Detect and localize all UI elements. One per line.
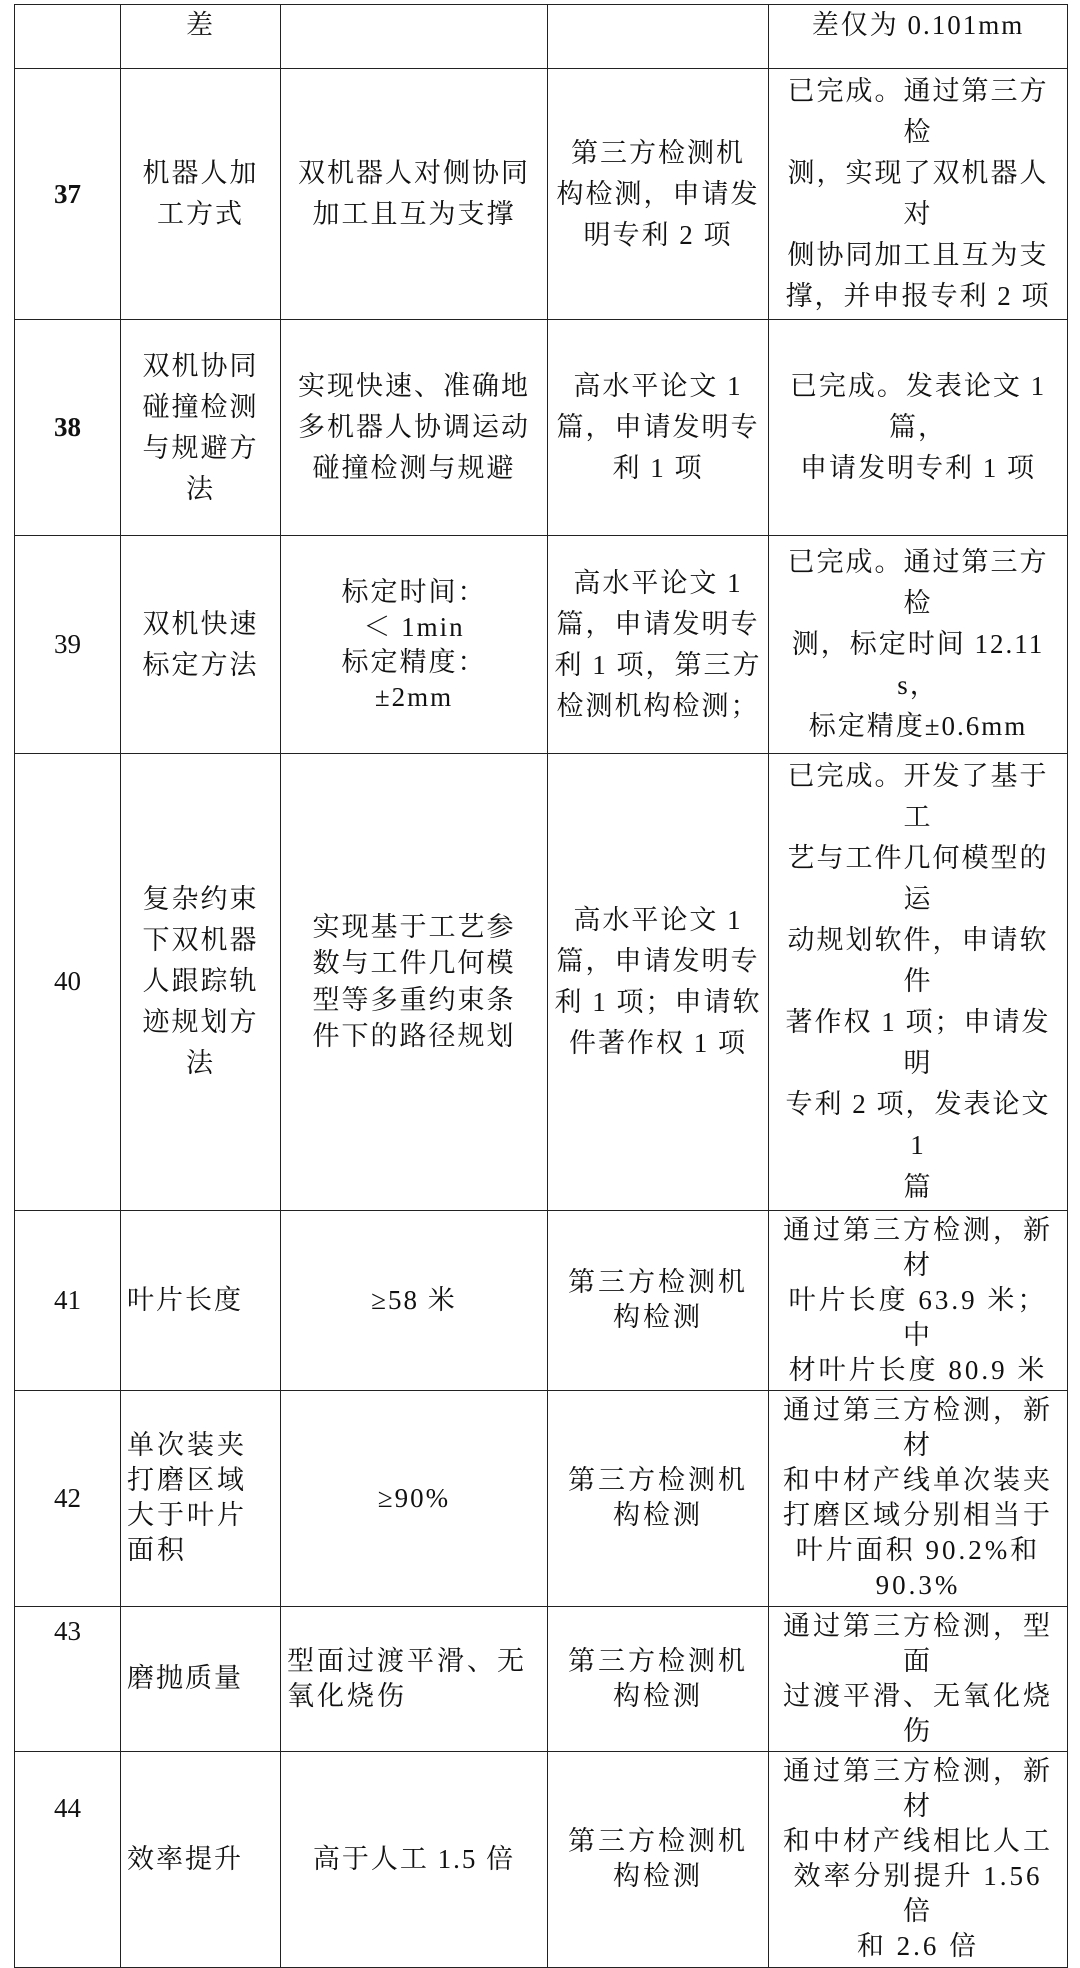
evidence-method: 第三方检测机 构检测 <box>548 1391 769 1607</box>
completion-result: 已完成。通过第三方检 测，实现了双机器人对 侧协同加工且互为支 撑，并申报专利 2 项 <box>769 69 1068 320</box>
row-number: 38 <box>15 320 121 536</box>
table-row <box>15 5 1068 69</box>
completion-result: 已完成。发表论文 1 篇， 申请发明专利 1 项 <box>769 320 1068 536</box>
completion-result: 已完成。通过第三方检 测，标定时间 12.11s， 标定精度±0.6mm <box>769 536 1068 754</box>
completion-result: 通过第三方检测，新材 和中材产线相比人工 效率分别提升 1.56 倍 和 2.6 倍 <box>769 1751 1068 1967</box>
evidence-method: 高水平论文 1 篇，申请发明专 利 1 项 <box>548 320 769 536</box>
row-number: 41 <box>15 1210 121 1390</box>
evidence-method: 第三方检测机 构检测 <box>548 1606 769 1751</box>
target-value: 实现基于工艺参 数与工件几何模 型等多重约束条 件下的路径规划 <box>281 754 548 1210</box>
target-value: ≥90% <box>281 1391 548 1607</box>
table-row <box>15 69 1068 320</box>
evidence-method: 第三方检测机 构检测，申请发 明专利 2 项 <box>548 69 769 320</box>
evidence-method: 第三方检测机 构检测 <box>548 1751 769 1967</box>
target-value: 双机器人对侧协同 加工且互为支撑 <box>281 69 548 320</box>
table-row <box>15 754 1068 1210</box>
evidence-method: 高水平论文 1 篇，申请发明专 利 1 项；申请软 件著作权 1 项 <box>548 754 769 1210</box>
target-value <box>281 5 548 69</box>
target-value: 型面过渡平滑、无 氧化烧伤 <box>281 1606 548 1751</box>
row-number: 40 <box>15 754 121 1210</box>
indicator-name: 叶片长度 <box>121 1210 281 1390</box>
row-number: 39 <box>15 536 121 754</box>
table-row <box>15 1210 1068 1390</box>
evidence-method <box>548 5 769 69</box>
completion-result: 通过第三方检测，型面 过渡平滑、无氧化烧伤 <box>769 1606 1068 1751</box>
table-row <box>15 1391 1068 1607</box>
table-row <box>15 536 1068 754</box>
row-number: 44 <box>15 1751 121 1967</box>
indicator-name: 双机快速 标定方法 <box>121 536 281 754</box>
target-value: 标定时间： ＜ 1min 标定精度： ±2mm <box>281 536 548 754</box>
table-row <box>15 1751 1068 1967</box>
row-number: 43 <box>15 1606 121 1751</box>
evidence-method: 第三方检测机 构检测 <box>548 1210 769 1390</box>
indicator-name: 单次装夹 打磨区域 大于叶片 面积 <box>121 1391 281 1607</box>
target-value: ≥58 米 <box>281 1210 548 1390</box>
indicator-name: 差 <box>121 5 281 69</box>
target-value: 高于人工 1.5 倍 <box>281 1751 548 1967</box>
completion-result: 通过第三方检测，新材 和中材产线单次装夹 打磨区域分别相当于 叶片面积 90.2%和 90.3% <box>769 1391 1068 1607</box>
indicator-name: 效率提升 <box>121 1751 281 1967</box>
results-table <box>14 4 1068 1968</box>
indicator-name: 双机协同 碰撞检测 与规避方 法 <box>121 320 281 536</box>
evidence-method: 高水平论文 1 篇，申请发明专 利 1 项，第三方 检测机构检测； <box>548 536 769 754</box>
completion-result: 差仅为 0.101mm <box>769 5 1068 69</box>
indicator-name: 复杂约束 下双机器 人跟踪轨 迹规划方 法 <box>121 754 281 1210</box>
table-row <box>15 1606 1068 1751</box>
row-number <box>15 5 121 69</box>
table-row <box>15 320 1068 536</box>
completion-result: 通过第三方检测，新材 叶片长度 63.9 米；中 材叶片长度 80.9 米 <box>769 1210 1068 1390</box>
target-value: 实现快速、准确地 多机器人协调运动 碰撞检测与规避 <box>281 320 548 536</box>
indicator-name: 机器人加 工方式 <box>121 69 281 320</box>
indicator-name: 磨抛质量 <box>121 1606 281 1751</box>
row-number: 37 <box>15 69 121 320</box>
completion-result: 已完成。开发了基于工 艺与工件几何模型的运 动规划软件，申请软件 著作权 1 项；申请发明 专利 2 项，发表论文 1 篇 <box>769 754 1068 1210</box>
row-number: 42 <box>15 1391 121 1607</box>
